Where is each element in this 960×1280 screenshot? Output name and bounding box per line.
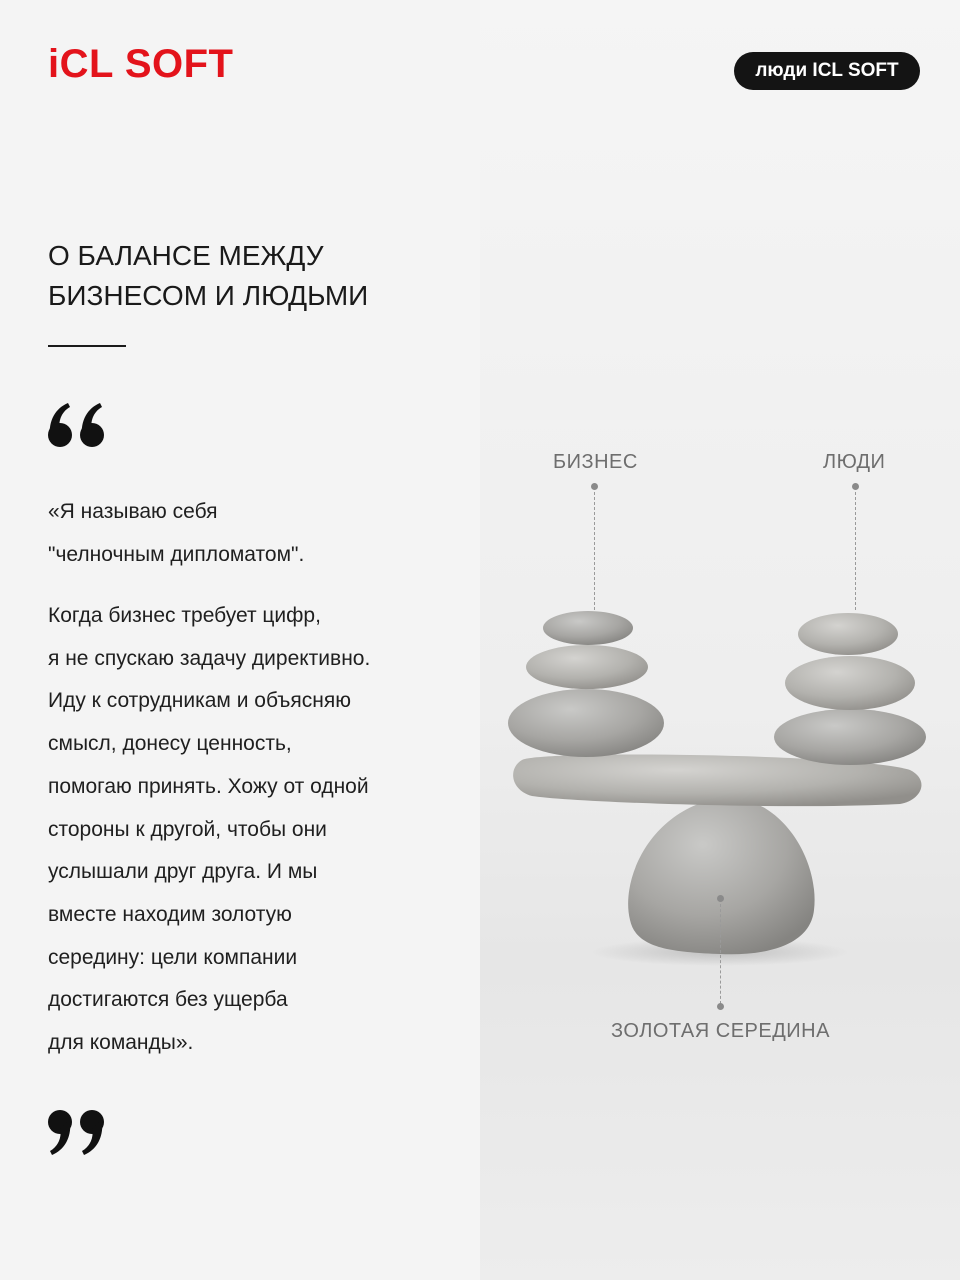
quote-line: "челночным дипломатом". xyxy=(48,543,305,566)
quote-line: достигаются без ущерба xyxy=(48,988,288,1012)
label-people: ЛЮДИ xyxy=(823,451,886,473)
quote-line: Когда бизнес требует цифр, xyxy=(48,604,321,627)
page-title xyxy=(48,236,468,316)
quote-line: смысл, донесу ценность, xyxy=(48,732,292,756)
leader-dot xyxy=(717,1003,724,1010)
title-line-1: О БАЛАНСЕ МЕЖДУ xyxy=(48,240,324,271)
quote-line: вместе находим золотую xyxy=(48,902,292,926)
quote-line: я не спускаю задачу директивно. xyxy=(48,646,371,670)
quote-close-icon xyxy=(46,1100,116,1160)
balancing-stones-image xyxy=(480,560,950,970)
quote-open-icon xyxy=(46,400,116,460)
logo: iCL SOFT xyxy=(48,42,234,86)
quote-line: Иду к сотрудникам и объясняю xyxy=(48,689,351,713)
title-line-2: БИЗНЕСОМ И ЛЮДЬМИ xyxy=(48,280,369,311)
quote-line: стороны к другой, чтобы они xyxy=(48,817,327,841)
leader-dot xyxy=(717,895,724,902)
quote-body xyxy=(48,595,468,1065)
label-business: БИЗНЕС xyxy=(553,451,638,473)
leader-dot xyxy=(852,483,859,490)
leader-line xyxy=(720,904,721,1004)
quote-intro xyxy=(48,490,448,576)
label-golden-mean: ЗОЛОТАЯ СЕРЕДИНА xyxy=(611,1020,830,1042)
leader-dot xyxy=(591,483,598,490)
quote-line: для команды». xyxy=(48,1031,194,1055)
quote-line: услышали друг друга. И мы xyxy=(48,860,318,884)
quote-line: «Я называю себя xyxy=(48,500,218,523)
quote-line: помогаю принять. Хожу от одной xyxy=(48,774,369,798)
people-badge: люди ICL SOFT xyxy=(734,52,920,90)
title-divider xyxy=(48,345,126,347)
quote-line: середину: цели компании xyxy=(48,945,298,969)
